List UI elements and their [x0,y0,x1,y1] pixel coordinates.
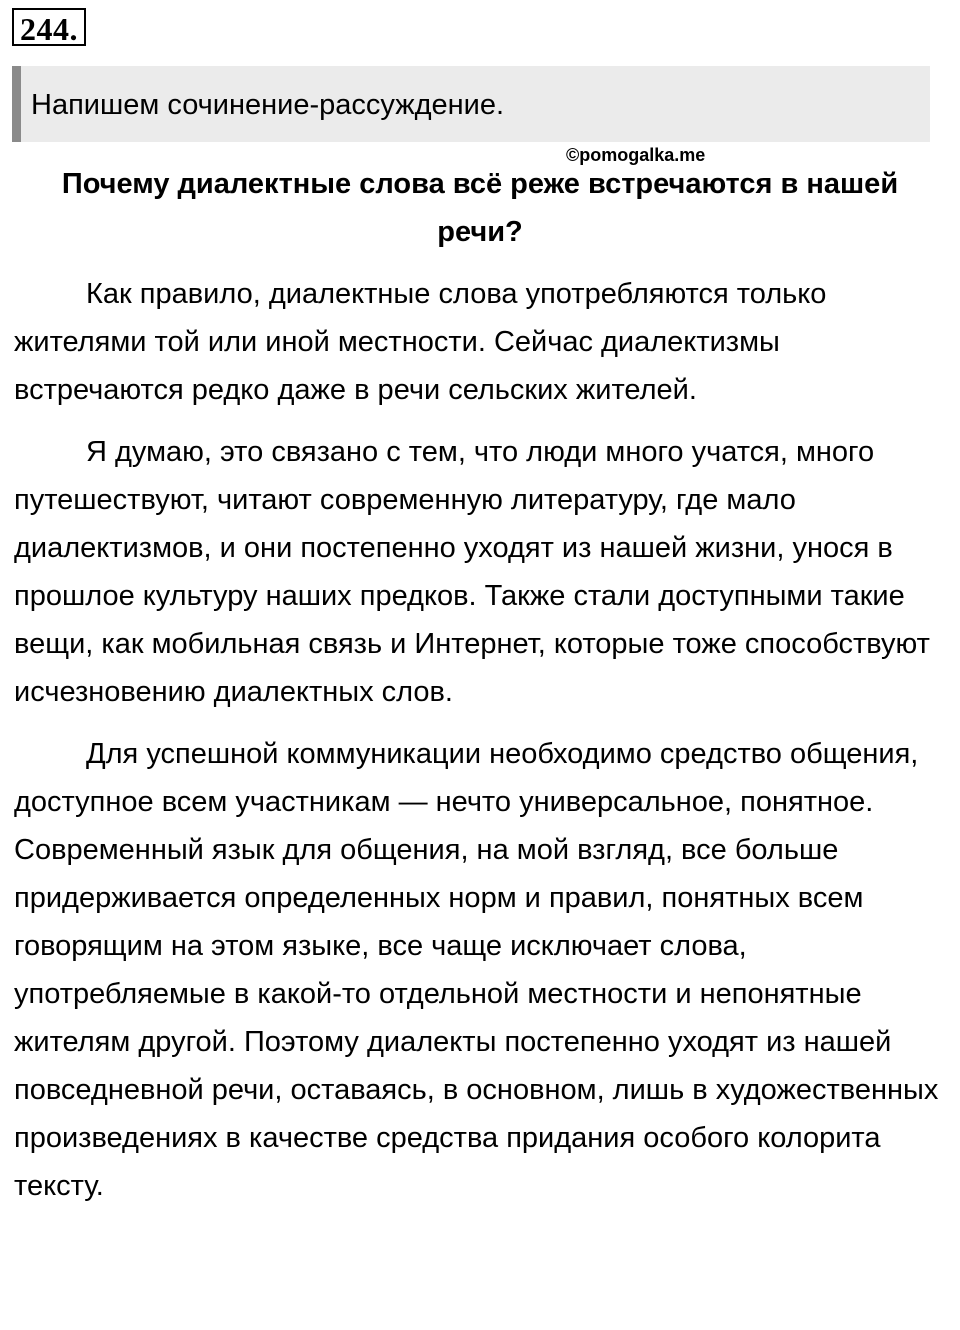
essay-paragraph-1: Как правило, диалектные слова употребляются только жителями той или иной местности. Сейчас диалектизмы встречаются редко даже в речи сельских жителей. [14,278,827,406]
watermark: ©pomogalka.me [566,145,706,165]
instruction-box [12,66,930,142]
essay-body [14,270,949,1224]
essay-title: Почему диалектные слова всё реже встречаются в нашей речи? [61,168,899,248]
instruction-accent-bar [12,66,21,142]
task-number: 244. [12,8,86,46]
essay-paragraph-3: Для успешной коммуникации необходимо средство общения, доступное всем участникам — нечто универсальное, понятное. Современный язык для общения, на мой взгляд, все больше придерживается определенных норм и правил, понятных всем говорящим на этом языке, все чаще исключает слова, употребляемые в какой-то отдельной местности и непонятные жителям другой. Поэтому диалекты постепенно уходят из нашей повседневной речи, оставаясь, в основном, лишь в художественных произведениях в качестве средства придания особого колорита тексту. [14,738,939,1202]
essay-paragraph-2: Я думаю, это связано с тем, что люди много учатся, много путешествуют, читают современную литературу, где мало диалектизмов, и они постепенно уходят из нашей жизни, унося в прошлое культуру наших предков. Также стали доступными такие вещи, как мобильная связь и Интернет, которые тоже способствуют исчезновению диалектных слов. [14,436,930,708]
instruction-text: Напишем сочинение-рассуждение. [31,89,505,121]
